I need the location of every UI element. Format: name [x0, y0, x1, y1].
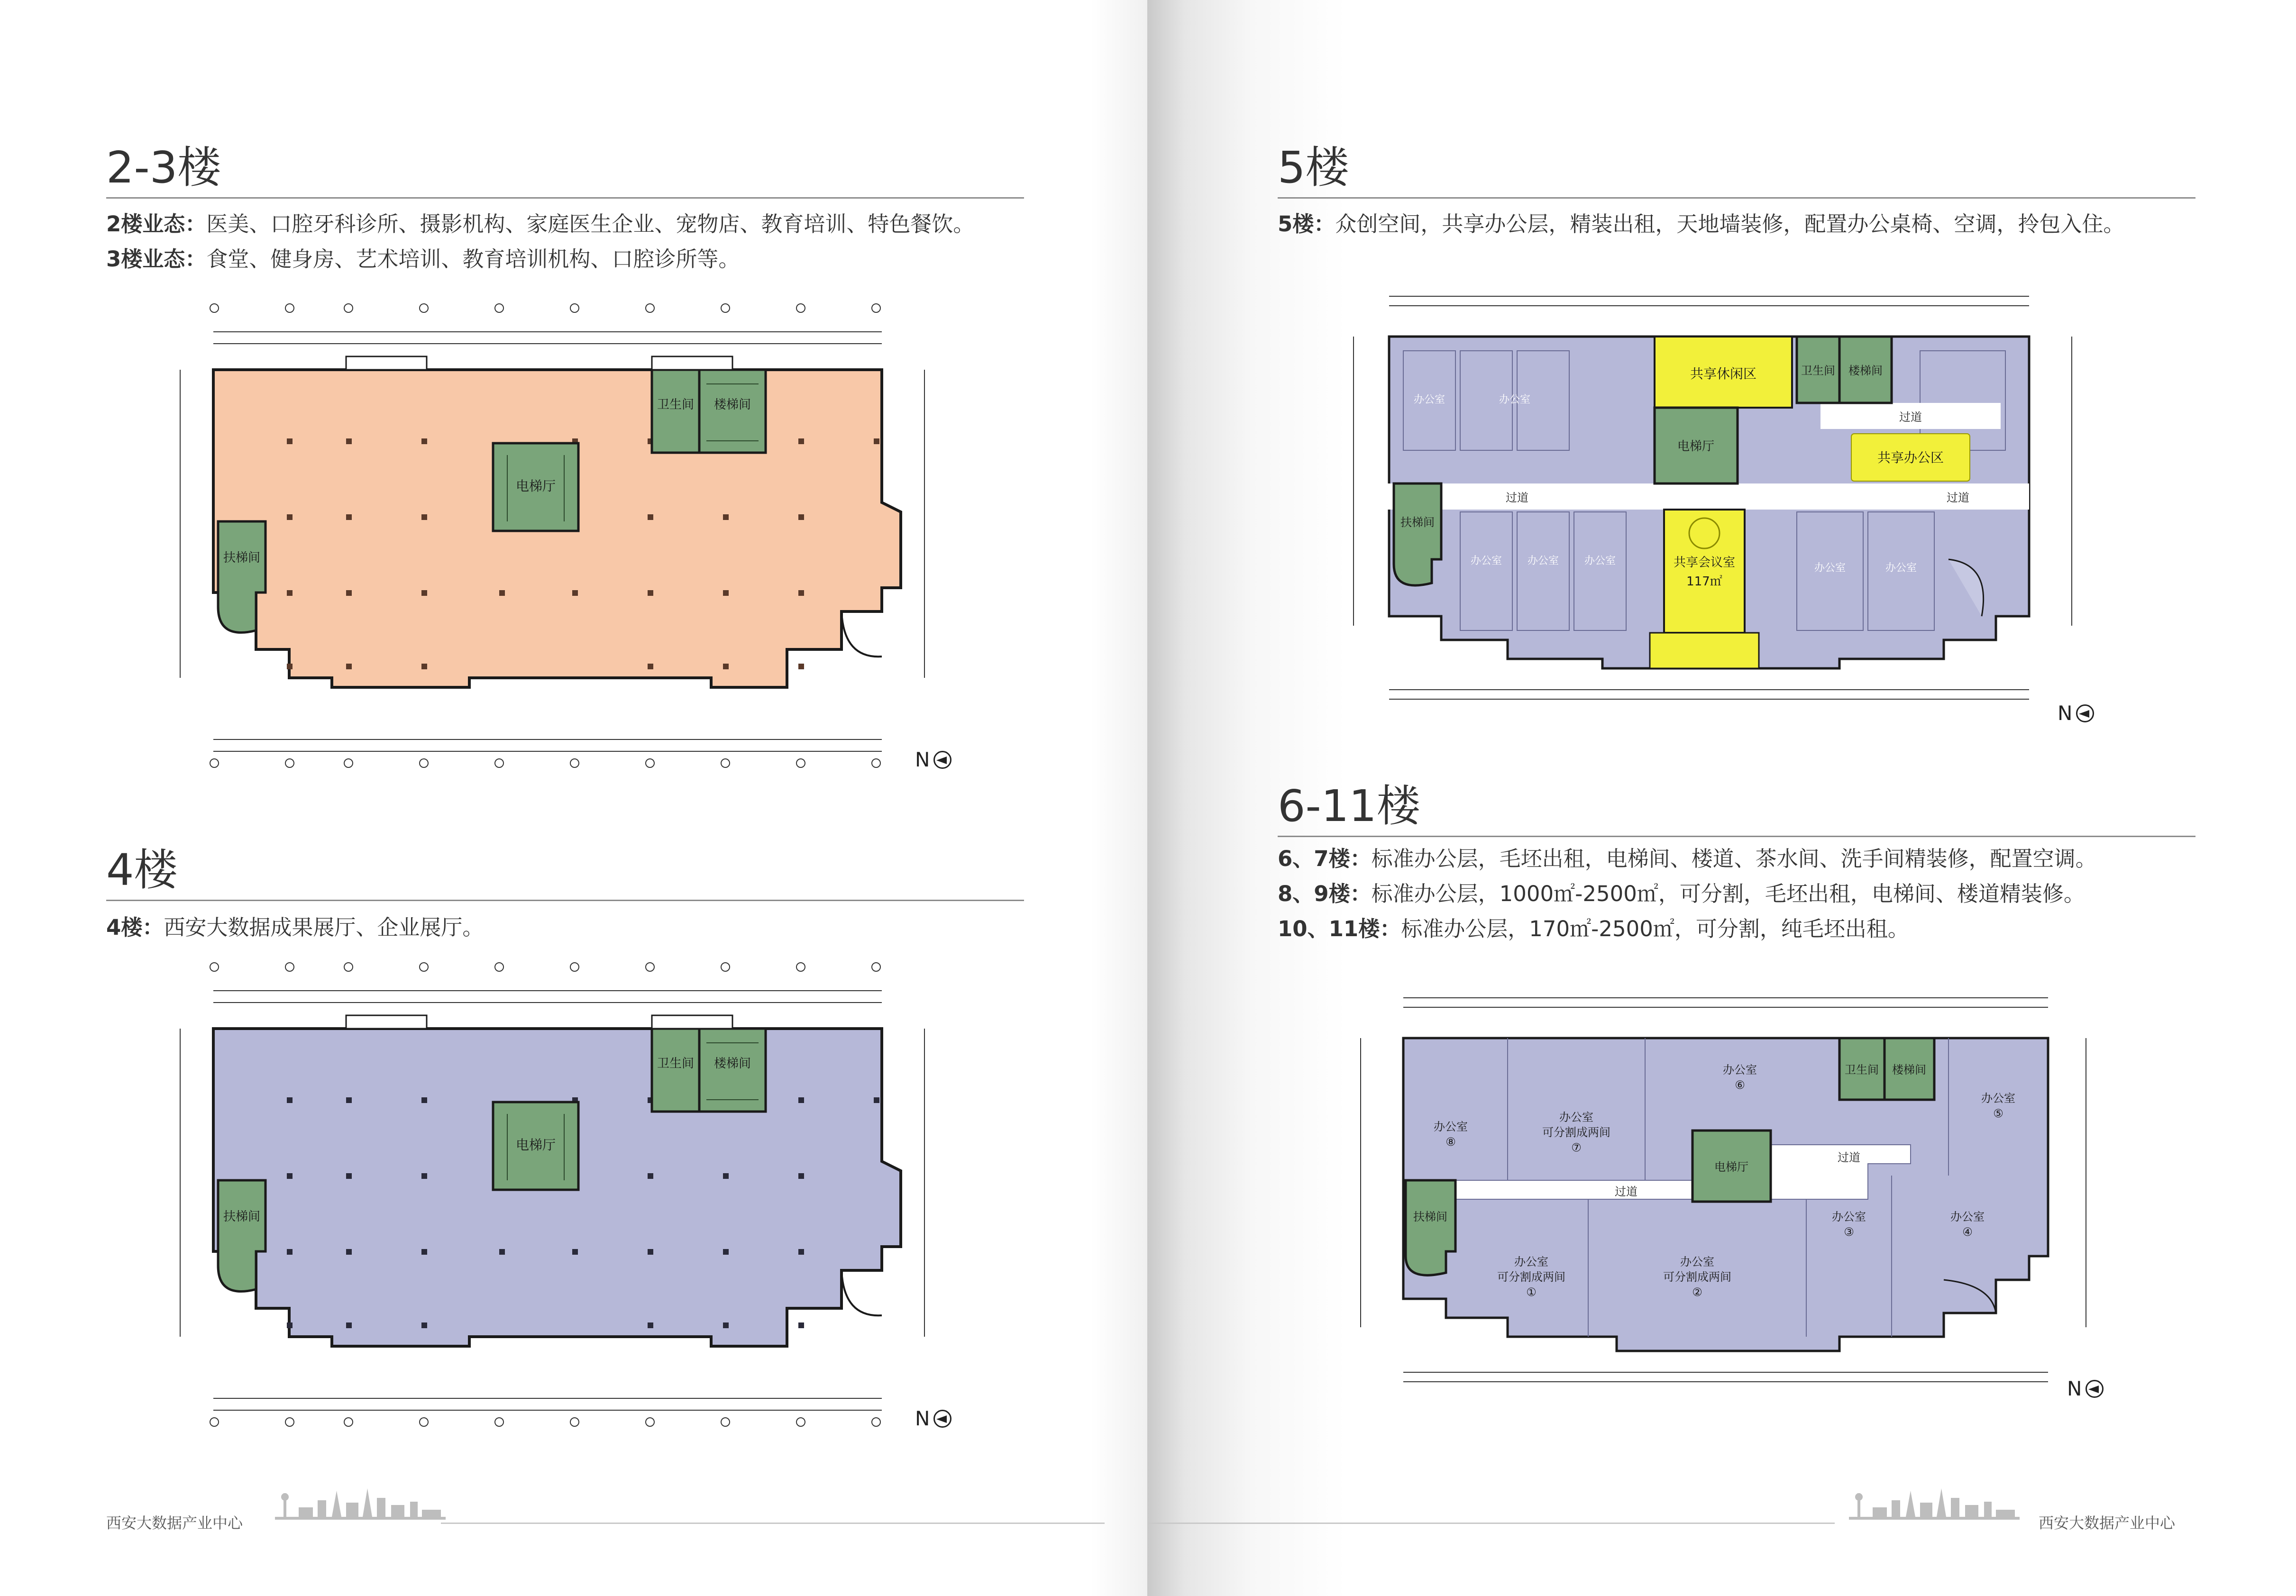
restroom-label: 卫生间	[657, 1057, 695, 1071]
office-number: ①	[1526, 1286, 1537, 1299]
north-arrow-icon	[2076, 704, 2094, 722]
office-label: 办公室	[1814, 562, 1846, 574]
floor-3-description	[106, 246, 740, 274]
office-label: 办公室	[1434, 1120, 1468, 1133]
floor-5-label: 5楼：	[1278, 211, 1336, 237]
gutter-shadow	[1090, 0, 1147, 1596]
north-arrow-icon	[2086, 1380, 2104, 1398]
floor-10-11-text: 标准办公层，170㎡-2500㎡，可分割，纯毛坯出租。	[1401, 916, 1909, 941]
floor-3-text: 食堂、健身房、艺术培训、教育培训机构、口腔诊所等。	[206, 246, 740, 272]
floor-plan-5	[1318, 275, 2133, 730]
section-rule	[1278, 197, 2195, 199]
elevator-hall-label: 电梯厅	[515, 478, 556, 494]
office-label: 办公室	[1470, 555, 1502, 567]
corridor-label: 过道	[1506, 491, 1528, 504]
escalator-label: 扶梯间	[223, 1210, 261, 1224]
floor-6-7-text: 标准办公层，毛坯出租，电梯间、楼道、茶水间、洗手间精装修，配置空调。	[1371, 846, 2097, 871]
corridor-label: 过道	[1899, 410, 1922, 424]
city-skyline-icon	[275, 1484, 446, 1529]
floor-5-description	[1278, 210, 2124, 238]
divisible-label: 可分割成两间	[1542, 1126, 1610, 1139]
north-indicator-5	[2058, 702, 2094, 725]
footer-rule-left	[441, 1523, 1105, 1524]
right-page	[1147, 0, 2296, 1596]
stair-label: 楼梯间	[1848, 364, 1883, 377]
office-label: 办公室	[1981, 1092, 2015, 1105]
floor-2-text: 医美、口腔牙科诊所、摄影机构、家庭医生企业、宠物店、教育培训、特色餐饮。	[206, 211, 975, 237]
divisible-label: 可分割成两间	[1497, 1270, 1565, 1284]
shared-office-label: 共享办公区	[1877, 450, 1944, 465]
north-letter: N	[915, 748, 930, 771]
stair-label: 楼梯间	[713, 1057, 751, 1071]
footer-brand-left: 西安大数据产业中心	[106, 1514, 243, 1532]
escalator-label: 扶梯间	[1400, 516, 1435, 529]
escalator-label: 扶梯间	[1413, 1210, 1447, 1223]
office-label: 办公室	[1413, 394, 1445, 406]
office-label: 办公室	[1723, 1063, 1757, 1076]
office-label: 办公室	[1885, 562, 1917, 574]
restroom-label: 卫生间	[657, 398, 695, 412]
restroom-label: 卫生间	[1845, 1063, 1879, 1076]
north-letter: N	[2058, 702, 2073, 725]
floor-4-description	[106, 914, 484, 942]
office-label: 办公室	[1514, 1255, 1548, 1268]
floor-plan-6-11	[1318, 976, 2133, 1432]
elevator-hall-label: 电梯厅	[1714, 1160, 1748, 1174]
office-label: 办公室	[1527, 555, 1559, 567]
office-number: ③	[1844, 1225, 1854, 1239]
floor-5-text: 众创空间，共享办公层，精装出租，天地墙装修，配置办公桌椅、空调，拎包入住。	[1335, 211, 2125, 237]
north-indicator-2-3	[915, 748, 951, 771]
stair-label: 楼梯间	[1892, 1063, 1926, 1076]
section-title-4: 4楼	[106, 845, 178, 895]
section-title-5: 5楼	[1278, 142, 1349, 193]
left-page	[0, 0, 1147, 1596]
section-rule	[1278, 836, 2195, 837]
floor-2-label: 2楼业态：	[106, 211, 207, 237]
office-label: 办公室	[1499, 394, 1531, 406]
floor-2-description	[106, 210, 974, 238]
north-arrow-icon	[933, 751, 951, 769]
office-label: 办公室	[1584, 555, 1616, 567]
elevator-hall-label: 电梯厅	[1677, 439, 1715, 454]
corridor-label: 过道	[1947, 491, 1969, 504]
office-number: ⑧	[1445, 1135, 1456, 1149]
office-label: 办公室	[1680, 1255, 1714, 1268]
section-title-6-11: 6-11楼	[1278, 781, 1420, 831]
floor-3-label: 3楼业态：	[106, 246, 207, 272]
office-label: 办公室	[1832, 1210, 1866, 1223]
shared-lounge-label: 共享休闲区	[1690, 366, 1757, 382]
office-label: 办公室	[1559, 1111, 1593, 1124]
elevator-hall-label: 电梯厅	[515, 1137, 556, 1153]
section-rule	[106, 900, 1024, 901]
office-number: ⑤	[1993, 1107, 2003, 1120]
section-title-2-3: 2-3楼	[106, 142, 221, 193]
floor-4-text: 西安大数据成果展厅、企业展厅。	[164, 915, 484, 940]
floor-10-11-description	[1278, 915, 1909, 943]
office-label: 办公室	[1950, 1210, 1985, 1223]
north-indicator-6-11	[2067, 1377, 2104, 1400]
shared-meeting-label: 共享会议室	[1673, 556, 1736, 570]
city-skyline-icon	[1849, 1484, 2020, 1529]
floor-8-9-description	[1278, 880, 2085, 908]
meeting-area-label: 117㎡	[1686, 575, 1722, 589]
north-arrow-icon	[933, 1410, 951, 1428]
office-number: ②	[1692, 1286, 1702, 1299]
north-letter: N	[2067, 1377, 2082, 1400]
floor-plan-2-3	[142, 299, 958, 777]
stair-label: 楼梯间	[713, 398, 751, 412]
footer-brand-right: 西安大数据产业中心	[2039, 1514, 2176, 1532]
office-number: ④	[1962, 1225, 1973, 1239]
office-number: ⑥	[1735, 1078, 1745, 1092]
corridor-label: 过道	[1615, 1185, 1637, 1198]
floor-plan-4	[142, 958, 958, 1436]
floor-6-7-description	[1278, 845, 2097, 873]
restroom-label: 卫生间	[1801, 364, 1835, 377]
floor-4-label: 4楼：	[106, 915, 164, 940]
north-indicator-4	[915, 1407, 951, 1430]
floor-8-9-text: 标准办公层，1000㎡-2500㎡，可分割，毛坯出租，电梯间、楼道精装修。	[1371, 881, 2085, 906]
office-number: ⑦	[1571, 1141, 1582, 1154]
north-letter: N	[915, 1407, 930, 1430]
section-rule	[106, 197, 1024, 199]
floor-8-9-label: 8、9楼：	[1278, 881, 1372, 906]
divisible-label: 可分割成两间	[1663, 1270, 1731, 1284]
floor-6-7-label: 6、7楼：	[1278, 846, 1372, 871]
escalator-label: 扶梯间	[223, 551, 261, 565]
footer-rule-right	[1147, 1523, 1835, 1524]
floor-10-11-label: 10、11楼：	[1278, 916, 1401, 941]
corridor-label: 过道	[1838, 1151, 1860, 1164]
